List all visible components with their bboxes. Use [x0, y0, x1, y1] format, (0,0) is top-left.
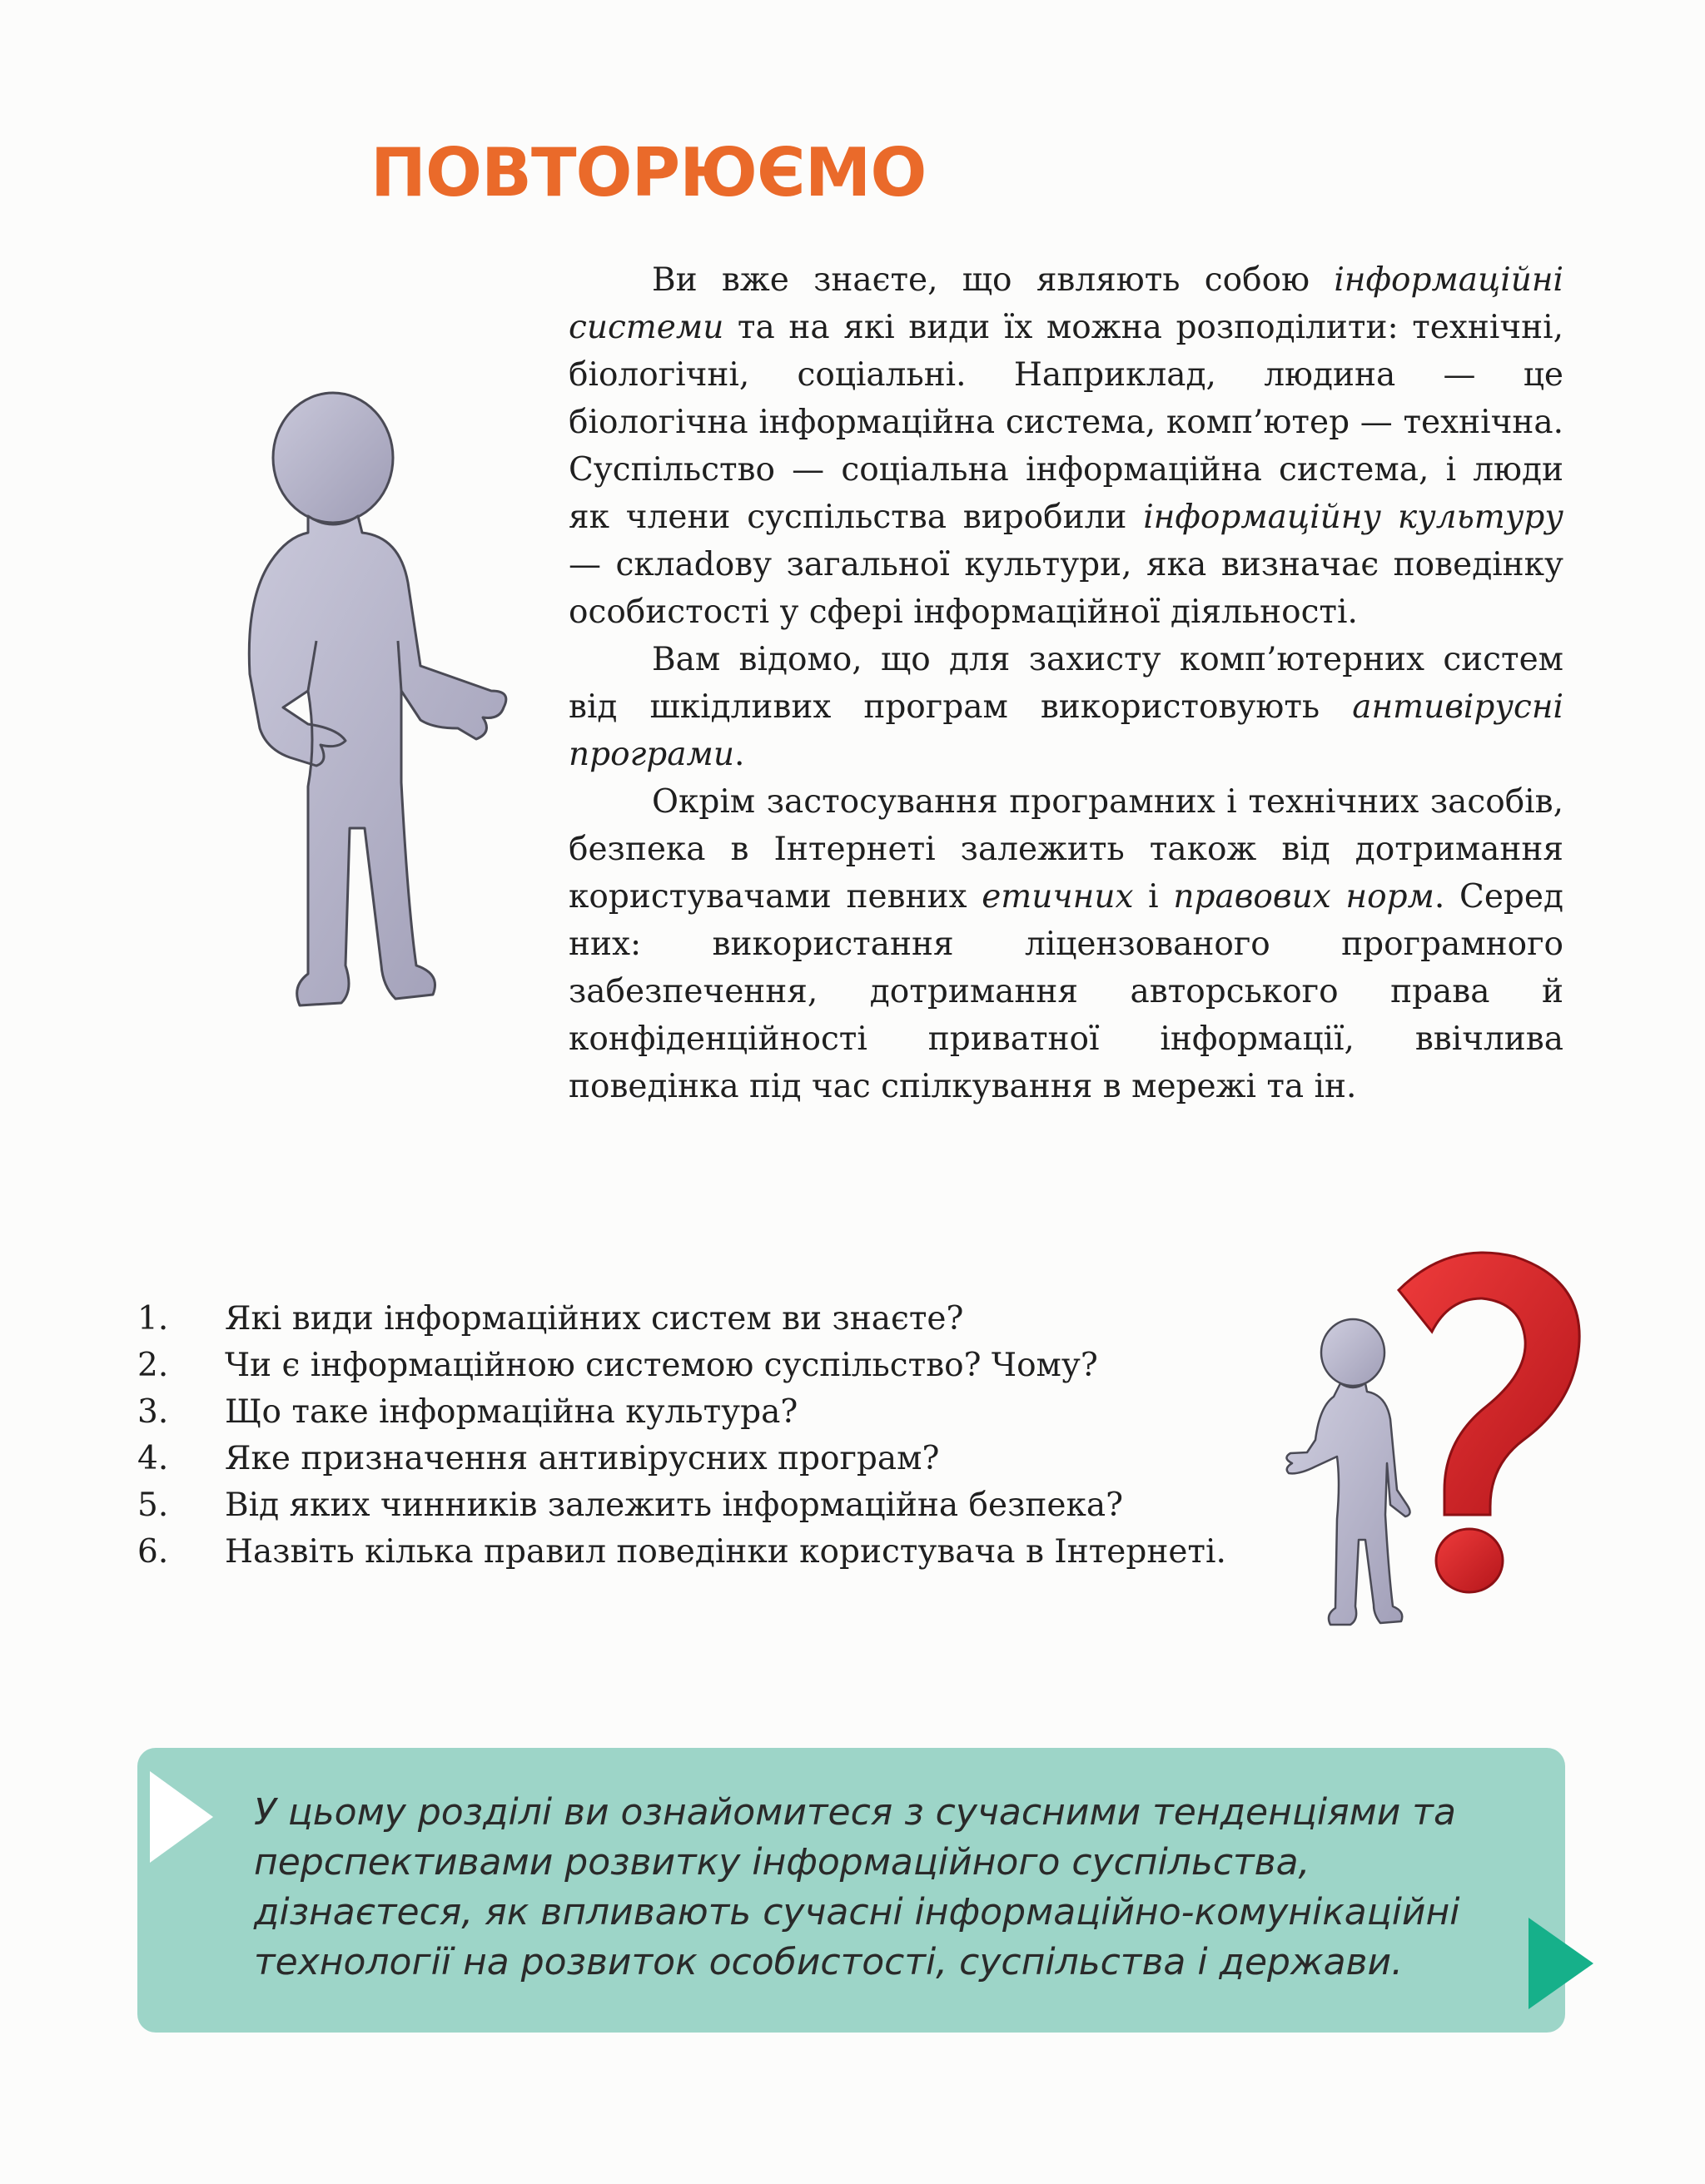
question-number: 3. [137, 1393, 169, 1431]
question-text: Від яких чинників залежить інформаційна безпека? [225, 1487, 1123, 1524]
italic-term: інформаційну культуру [1143, 499, 1563, 536]
question-text: Чи є інформаційною системою суспільство? Чому? [225, 1347, 1098, 1384]
intro-paragraph-2 [569, 636, 1563, 778]
question-number: 6. [137, 1533, 169, 1571]
question-number: 4. [137, 1440, 169, 1477]
question-item [137, 1343, 1278, 1389]
question-item [137, 1482, 1278, 1529]
italic-term: антивірусні програми [569, 688, 1563, 773]
question-item [137, 1436, 1278, 1482]
italic-term: етичних [982, 878, 1134, 916]
intro-paragraph-3 [569, 778, 1563, 1110]
question-item [137, 1529, 1278, 1576]
play-arrow-icon [150, 1771, 213, 1863]
question-number: 1. [137, 1300, 169, 1338]
person-gesturing-icon [183, 391, 516, 1024]
question-item [137, 1389, 1278, 1436]
question-text: Назвіть кілька правил поведінки користувача в Інтернеті. [225, 1533, 1226, 1571]
chapter-overview-box [137, 1748, 1565, 2033]
question-text: Яке призначення антивірусних програм? [225, 1440, 940, 1477]
question-number: 2. [137, 1347, 169, 1384]
text-run: і [1133, 878, 1174, 916]
text-run: та на які види їх можна розподілити: технічні, біологічні, соціальні. Наприклад, людина — це біологічна інформаційна система, комп’ютер — технічна. Суспільство — соціальна інформаційна система, і люди як члени суспільства виробили [569, 309, 1563, 536]
question-text: Які види інформаційних систем ви знаєте? [225, 1300, 964, 1338]
next-arrow-icon [1529, 1918, 1593, 2009]
person-with-question-mark-icon [1282, 1240, 1598, 1631]
page-title: ПОВТОРЮЄМО [370, 134, 927, 211]
italic-term: правових норм [1173, 878, 1434, 916]
question-item [137, 1296, 1278, 1343]
text-run: Окрім застосування програмних і технічних засобів, безпека в Інтернеті залежить також від дотримання користувачами певних [569, 783, 1563, 916]
text-run: — склаdову загальної культури, яка визначає поведінку особистості у сфері інформаційної діяльності. [569, 546, 1563, 631]
italic-term: інформаційні системи [569, 261, 1563, 346]
text-run: . Серед них: використання ліцензованого програмного забезпечення, дотримання авторського права й конфіденційності приватної інформації, ввічлива поведінка під час спілкування в мережі та ін. [569, 878, 1563, 1105]
intro-paragraph-1 [569, 256, 1563, 636]
intro-text [569, 256, 1563, 1110]
question-number: 5. [137, 1487, 169, 1524]
question-text: Що таке інформаційна культура? [225, 1393, 798, 1431]
review-questions-list [137, 1296, 1278, 1576]
text-run: Вам відомо, що для захисту комп’ютерних систем від шкідливих програм використовують [569, 641, 1563, 726]
text-run: Ви вже знаєте, що являють собою [652, 261, 1335, 299]
text-run: . [733, 736, 745, 773]
chapter-overview-text: У цьому розділі ви ознайомитеся з сучасними тенденціями та перспективами розвитку інформаційного суспільства, дізнаєтеся, як впливають сучасні інформаційно-комунікаційні технології на розвиток особистості, суспільства і держави. [254, 1791, 1460, 1983]
